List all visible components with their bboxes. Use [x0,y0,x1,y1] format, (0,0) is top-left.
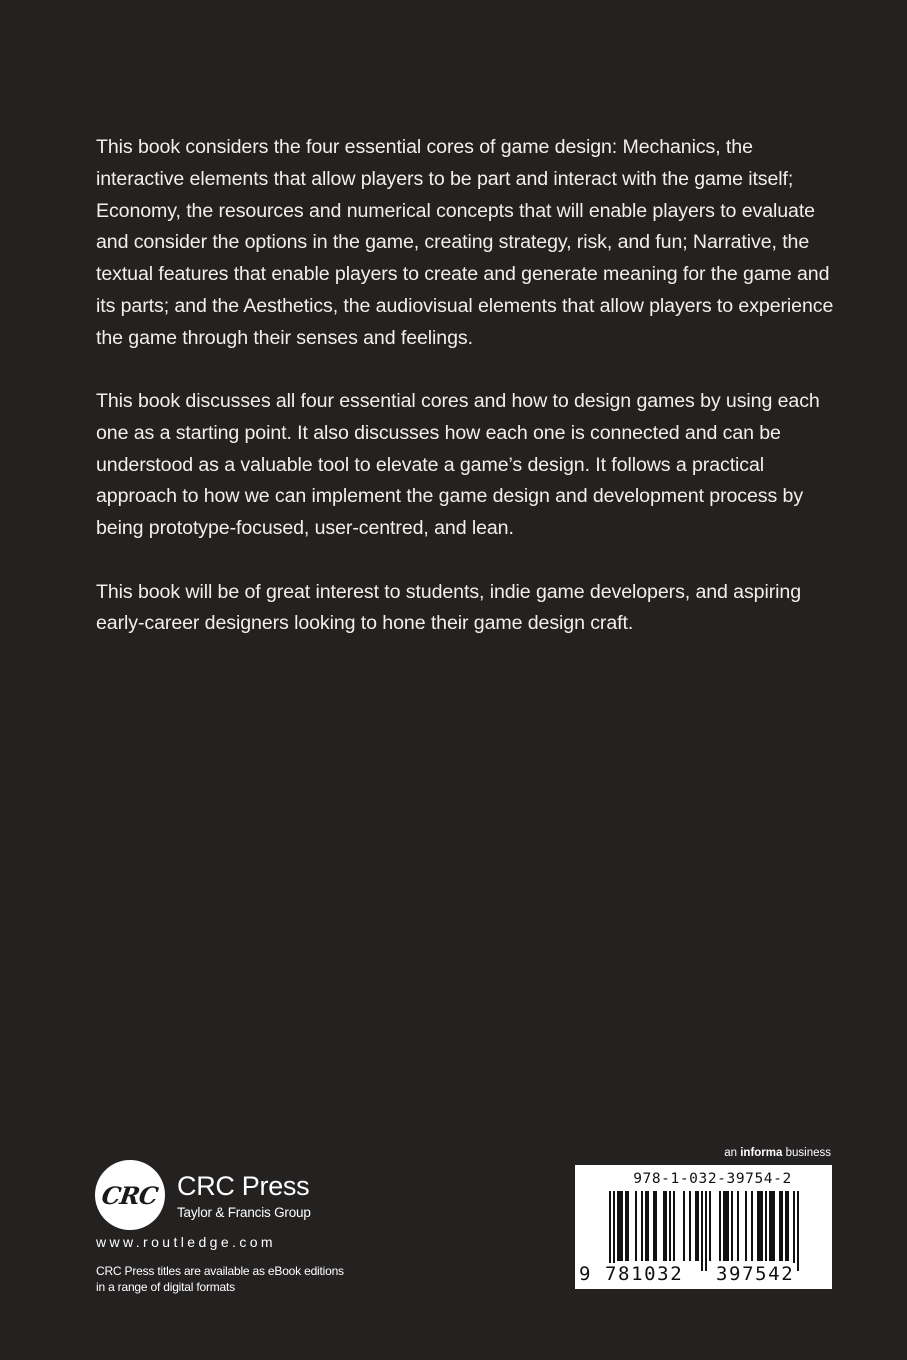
ebook-availability-note [96,1263,396,1295]
informa-brand: informa [740,1147,783,1159]
barcode-bar [613,1191,615,1271]
barcode-bar [641,1191,643,1261]
barcode-bar [727,1191,729,1261]
barcode-bar [635,1191,637,1261]
barcode-bar [627,1191,629,1261]
barcode-bar [647,1191,649,1261]
barcode-bar [619,1191,621,1261]
barcode-bar [785,1191,787,1261]
blurb-paragraph-2: This book discusses all four essential cores and how to design games by using each one as a starting point. It also discusses how each one is connected and can be understood as a valuable tool to elevate a game’s design. It follows a practical approach to how we can implement the game design and development process by being prototype-focused, user-centred, and lean. [96,390,820,540]
barcode-bar [695,1191,697,1261]
isbn-number: 978-1-032-39754-2 [633,1171,792,1187]
barcode-bar [689,1191,691,1261]
barcode-bar [759,1191,761,1261]
barcode-bar [771,1191,773,1261]
barcode-bar [697,1191,699,1261]
ebook-note-line-2: in a range of digital formats [96,1280,235,1294]
informa-business-tagline [724,1146,831,1160]
barcode-bar [773,1191,775,1261]
barcode-bars [593,1191,815,1271]
barcode-bar [609,1191,611,1271]
barcode-bar [751,1191,753,1261]
barcode-bar [769,1191,771,1261]
barcode-bar [737,1191,739,1261]
publisher-group: Taylor & Francis Group [177,1205,311,1220]
barcode-bar [669,1191,671,1261]
barcode-bar [621,1191,623,1261]
barcode-bar [673,1191,675,1261]
barcode-bar [683,1191,685,1261]
barcode-bar [787,1191,789,1261]
barcode-bar [665,1191,667,1261]
barcode-bar [793,1191,795,1271]
barcode-bar [761,1191,763,1261]
barcode-bar [719,1191,721,1261]
barcode-bar [617,1191,619,1261]
barcode-bar [625,1191,627,1261]
isbn-right-digits: 397542 [716,1263,795,1285]
barcode-bar [723,1191,725,1261]
isbn-barcode [575,1165,832,1289]
barcode-bar [663,1191,665,1261]
barcode-bar [745,1191,747,1261]
back-cover-blurb [96,132,836,672]
barcode-bar [781,1191,783,1261]
barcode-bar [645,1191,647,1261]
blurb-paragraph-3: This book will be of great interest to students, indie game developers, and aspiring early-career designers looking to hone their game design craft. [96,580,802,635]
barcode-bar [797,1191,799,1271]
publisher-website: www.routledge.com [96,1234,276,1250]
isbn-left-digits: 781032 [605,1263,684,1285]
informa-prefix: an [724,1147,738,1159]
informa-suffix: business [785,1147,831,1159]
barcode-bar [655,1191,657,1261]
isbn-lead-digit: 9 [579,1263,591,1285]
barcode-bar [725,1191,727,1261]
barcode-bar [765,1191,767,1261]
barcode-bar [709,1191,711,1261]
barcode-bar [779,1191,781,1261]
blurb-paragraph-1: This book considers the four essential cores of game design: Mechanics, the interactive elements that allow players to be part and interact with the game itself; Economy, the resources and numerical concepts that will enable players to evaluate and consider the options in the game, creating strategy, risk, and fun; Narrative, the textual features that enable players to create and generate meaning for the game and its parts; and the Aesthetics, the audiovisual elements that allow players to experience the game through their senses and feelings. [96,136,834,349]
barcode-bar [701,1191,703,1271]
barcode-bar [653,1191,655,1261]
publisher-name: CRC Press [177,1171,310,1201]
barcode-bar [705,1191,707,1271]
ebook-note-line-1: CRC Press titles are available as eBook editions [96,1264,344,1278]
crc-press-logo [95,1160,165,1230]
crc-logo-text: CRC [100,1180,160,1210]
barcode-bar [731,1191,733,1261]
barcode-bar [757,1191,759,1261]
